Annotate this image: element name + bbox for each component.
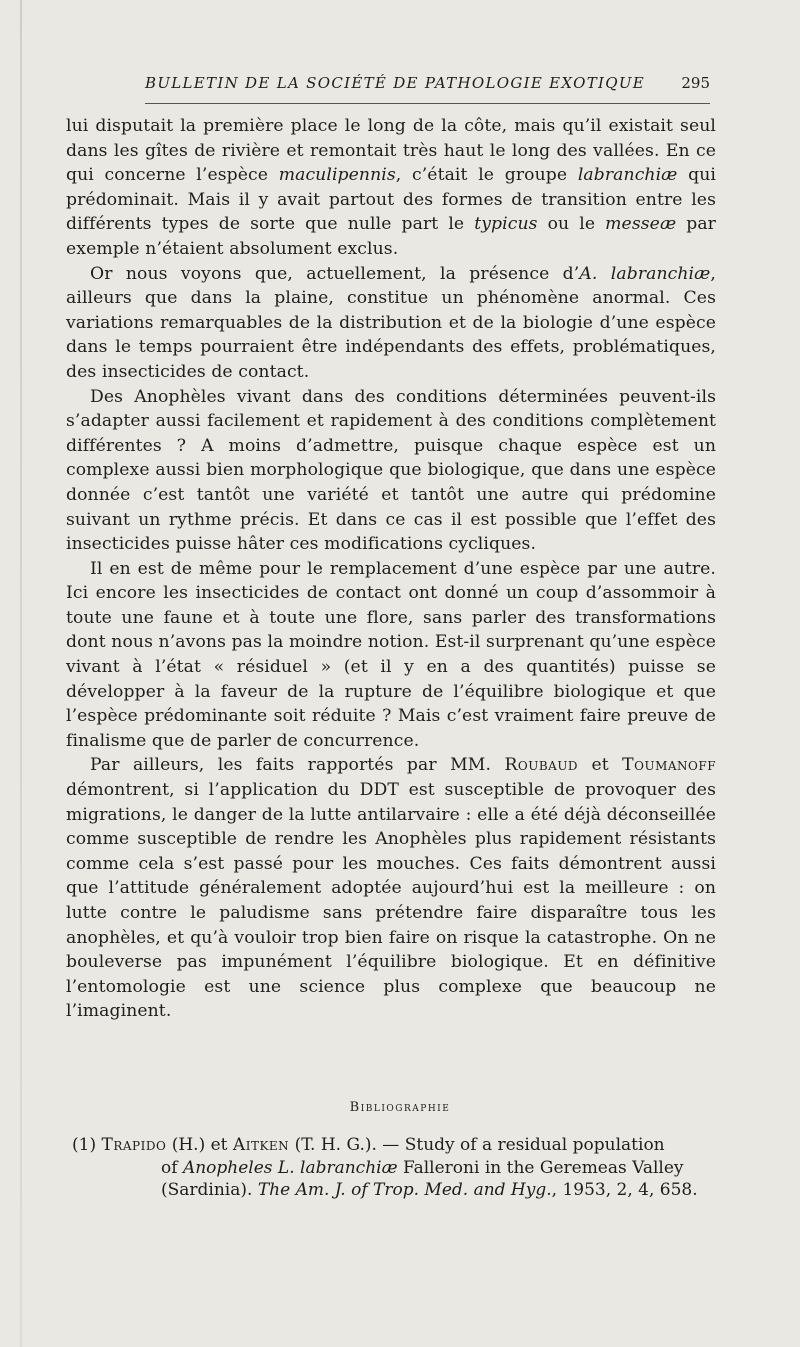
bib-line-3: (Sardinia). The Am. J. of Trop. Med. and Hyg., 1953, 2, 4, 658. <box>161 1180 698 1200</box>
author-name: Roubaud <box>504 755 579 776</box>
paragraph-4: Il en est de même pour le remplacement d’une espèce par une autre. Ici encore les insecticides de contact ont donné un coup d’assommoir à toute une faune et à toute une flore, sans parler des transformations dont nous n’avons pas la moindre notion. Est-il surprenant qu’une espèce vivant à l’état « résiduel » (et il y en a des quantités) puisse se développer à la faveur de la rupture de l’équilibre biologique et que l’espèce prédominante soit réduite ? Mais c’est vraiment faire preuve de finalisme que de parler de concurrence. <box>66 558 716 751</box>
author-name: Aitken <box>232 1135 290 1155</box>
author-name: Toumanoff <box>622 755 717 776</box>
author-name: Trapido <box>101 1135 167 1155</box>
article-body <box>66 114 716 1024</box>
bibliography-entry <box>72 1134 722 1202</box>
page-edge <box>20 0 22 1347</box>
journal-title: The Am. J. of Trop. Med. and Hyg. <box>257 1180 552 1200</box>
running-title: BULLETIN DE LA SOCIÉTÉ DE PATHOLOGIE EXOTIQUE <box>145 74 646 92</box>
page-header <box>145 74 710 100</box>
bibliography-heading: Bibliographie <box>349 1100 451 1115</box>
paragraph-5: Par ailleurs, les faits rapportés par MM. Roubaud et Toumanoff démontrent, si l’application du DDT est susceptible de provoquer des migrations, le danger de la lutte antilarvaire : elle a été déjà déconseillée comme susceptible de rendre les Anophèles plus rapidement résistants comme cela s’est passé pour les mouches. Ces faits démontrent aussi que l’attitude généralement adoptée aujourd’hui est la meilleure : on lutte contre le paludisme sans prétendre faire disparaître tous les anophèles, et qu’à vouloir trop bien faire on risque la catastrophe. On ne bouleverse pas impunément l’équilibre biologique. Et en définitive l’entomologie est une science plus complexe que beaucoup ne l’imaginent. <box>66 755 717 1022</box>
bib-line-2: of Anopheles L. labranchiæ Falleroni in the Geremeas Valley <box>161 1157 684 1178</box>
bib-line-1: (1) Trapido (H.) et Aitken (T. H. G.). — Study of a residual population <box>72 1135 665 1155</box>
header-rule <box>145 103 710 104</box>
paragraph-3: Des Anophèles vivant dans des conditions déterminées peuvent-ils s’adapter aussi facilement et rapidement à des conditions complètement différentes ? A moins d’admettre, puisque chaque espèce est un complexe aussi bien morphologique que biologique, que dans une espèce donnée c’est tantôt une variété et tantôt une autre qui prédomine suivant un rythme précis. Et dans ce cas il est possible que l’effet des insecticides puisse hâter ces modifications cycliques. <box>66 386 716 555</box>
page-number: 295 <box>681 74 710 92</box>
paragraph-2: Or nous voyons que, actuellement, la présence d’A. labranchiæ, ailleurs que dans la plaine, constitue un phénomène anormal. Ces variations remarquables de la distribution et de la biologie d’une espèce dans le temps pourraient être indépendants des effets, problématiques, des insecticides de contact. <box>66 263 716 382</box>
paragraph-1: lui disputait la première place le long de la côte, mais qu’il existait seul dans les gîtes de rivière et remontait très haut le long des vallées. En ce qui concerne l’espèce maculipennis, c’était le groupe labranchiæ qui prédominait. Mais il y avait partout des formes de transition entre les différents types de sorte que nulle part le typicus ou le messeæ par exemple n’étaient absolument exclus. <box>66 116 716 259</box>
